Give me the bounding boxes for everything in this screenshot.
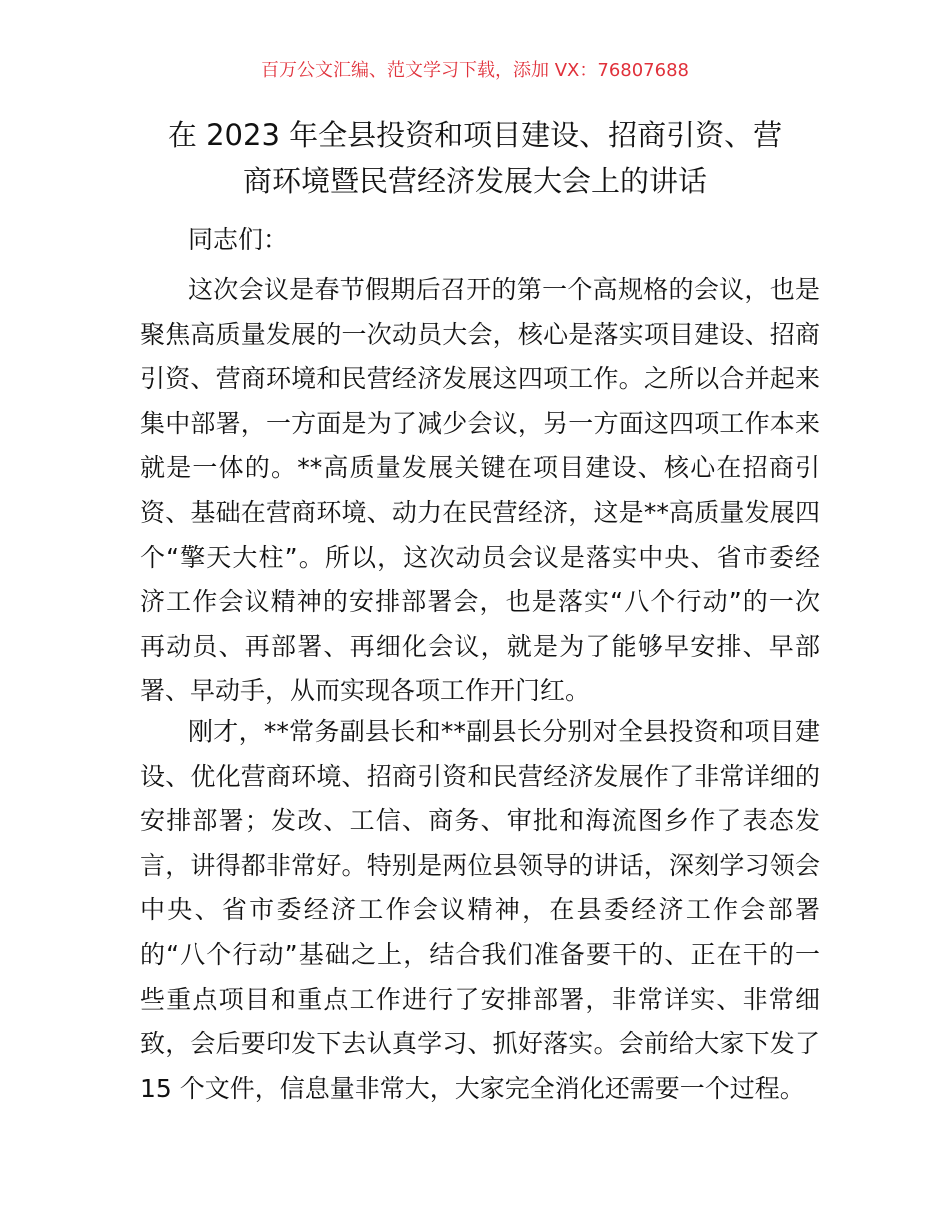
title-line: 在 2023 年全县投资和项目建设、招商引资、营: [167, 118, 783, 152]
greeting: 同志们：: [188, 225, 289, 254]
watermark-header: 百万公文汇编、范文学习下载，添加 VX：76807688: [261, 60, 689, 81]
paragraph-line: 致，会后要印发下去认真学习、抓好落实。会前给大家下发了: [140, 1029, 820, 1059]
paragraph-1: [140, 268, 820, 714]
paragraph-line: 聚焦高质量发展的一次动员大会，核心是落实项目建设、招商: [140, 319, 820, 349]
paragraph-line: 设、优化营商环境、招商引资和民营经济发展作了非常详细的: [140, 761, 820, 791]
paragraph-line: 个“擎天大柱”。所以，这次动员会议是落实中央、省市委经: [140, 542, 820, 572]
paragraph-line: 引资、营商环境和民营经济发展这四项工作。之所以合并起来: [140, 364, 820, 394]
paragraph-line: 的“八个行动”基础之上，结合我们准备要干的、正在干的一: [140, 939, 820, 969]
paragraph-line: 15 个文件，信息量非常大，大家完全消化还需要一个过程。: [140, 1073, 805, 1103]
paragraph-line: 就是一体的。**高质量发展关键在项目建设、核心在招商引: [140, 453, 820, 483]
paragraph-line: 些重点项目和重点工作进行了安排部署，非常详实、非常细: [140, 984, 820, 1014]
paragraph-line: 言，讲得都非常好。特别是两位县领导的讲话，深刻学习领会: [140, 850, 820, 880]
paragraph-line: 署、早动手，从而实现各项工作开门红。: [140, 676, 591, 706]
paragraph-line: 济工作会议精神的安排部署会，也是落实“八个行动”的一次: [140, 587, 820, 617]
document-title: [0, 112, 950, 204]
paragraph-line: 安排部署；发改、工信、商务、审批和海流图乡作了表态发: [140, 806, 820, 836]
title-line: 商环境暨民营经济发展大会上的讲话: [242, 164, 707, 198]
paragraph-line: 资、基础在营商环境、动力在民营经济，这是**高质量发展四: [140, 497, 820, 527]
paragraph-line: 集中部署，一方面是为了减少会议，另一方面这四项工作本来: [140, 408, 820, 438]
paragraph-line: 这次会议是春节假期后召开的第一个高规格的会议，也是: [188, 275, 820, 304]
paragraph-line: 刚才，**常务副县长和**副县长分别对全县投资和项目建: [188, 717, 820, 746]
paragraph-line: 中央、省市委经济工作会议精神，在县委经济工作会部署: [140, 895, 820, 925]
paragraph-2: [140, 710, 820, 1111]
paragraph-line: 再动员、再部署、再细化会议，就是为了能够早安排、早部: [140, 631, 820, 661]
